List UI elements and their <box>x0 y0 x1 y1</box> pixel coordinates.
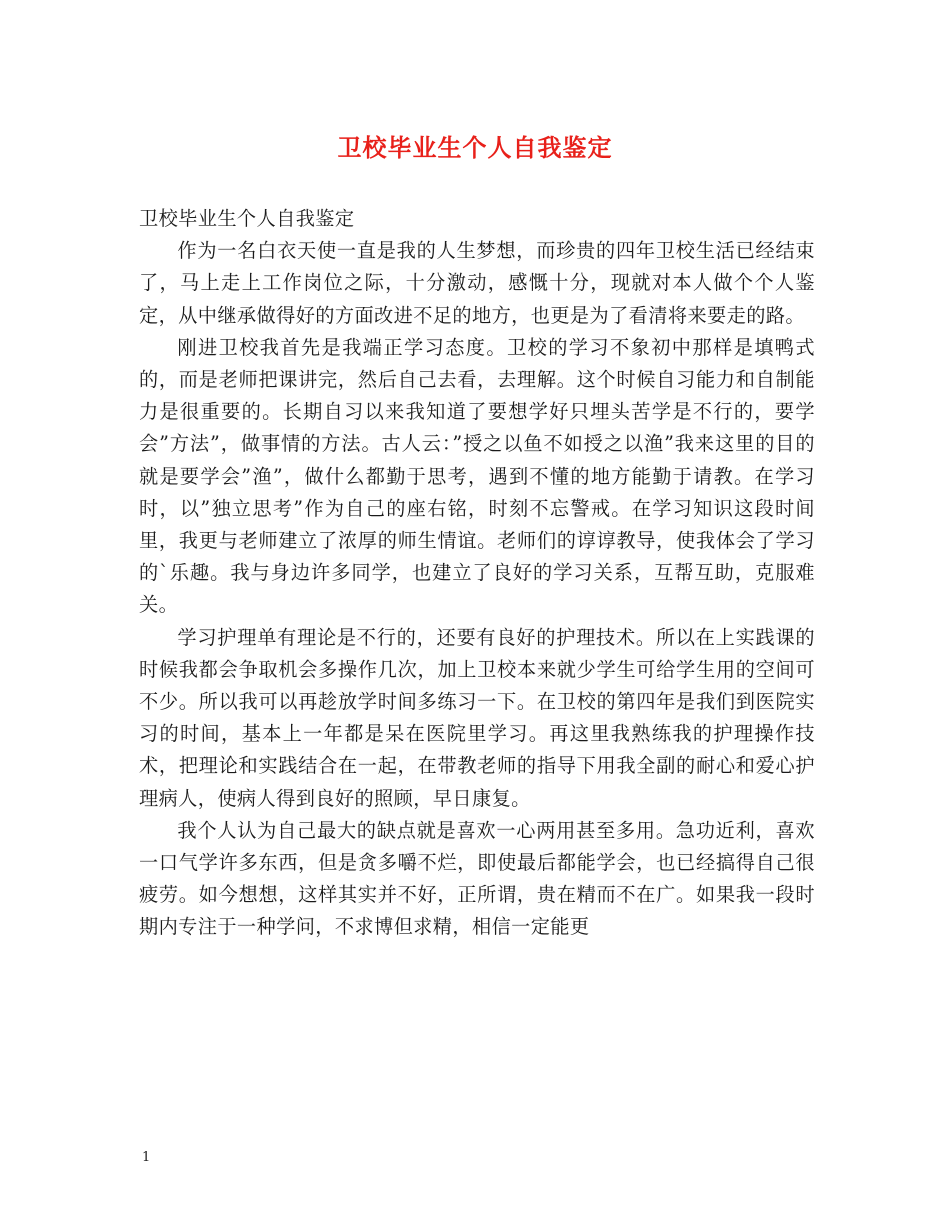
paragraph-1: 作为一名白衣天使一直是我的人生梦想，而珍贵的四年卫校生活已经结束了，马上走上工作岗位之际，十分激动，感慨十分，现就对本人做个个人鉴定，从中继承做得好的方面改进不足的地方，也更是为了看清将来要走的路。 <box>139 239 815 327</box>
document-subtitle: 卫校毕业生个人自我鉴定 <box>139 207 355 230</box>
paragraph-4: 我个人认为自己最大的缺点就是喜欢一心两用甚至多用。急功近利，喜欢一口气学许多东西，但是贪多嚼不烂，即使最后都能学会，也已经搞得自己很疲劳。如今想想，这样其实并不好，正所谓，贵在精而不在广。如果我一段时期内专注于一种学问，不求博但求精，相信一定能更 <box>139 818 815 939</box>
paragraph-2: 刚进卫校我首先是我端正学习态度。卫校的学习不象初中那样是填鸭式的，而是老师把课讲完，然后自己去看，去理解。这个时候自习能力和自制能力是很重要的。长期自习以来我知道了要想学好只埋头苦学是不行的，要学会”方法”，做事情的方法。古人云：”授之以鱼不如授之以渔”我来这里的目的就是要学会”渔”，做什么都勤于思考，遇到不懂的地方能勤于请教。在学习时，以”独立思考”作为自己的座右铭，时刻不忘警戒。在学习知识这段时间里，我更与老师建立了浓厚的师生情谊。老师们的谆谆教导，使我体会了学习的`乐趣。我与身边许多同学，也建立了良好的学习关系，互帮互助，克服难关。 <box>139 335 815 617</box>
page-number: 1 <box>142 1150 151 1165</box>
paragraph-3: 学习护理单有理论是不行的，还要有良好的护理技术。所以在上实践课的时候我都会争取机会多操作几次，加上卫校本来就少学生可给学生用的空间可不少。所以我可以再趁放学时间多练习一下。在卫校的第四年是我们到医院实习的时间，基本上一年都是呆在医院里学习。再这里我熟练我的护理操作技术，把理论和实践结合在一起，在带教老师的指导下用我全副的耐心和爱心护理病人，使病人得到良好的照顾，早日康复。 <box>139 625 815 810</box>
document-body <box>139 203 815 944</box>
document-title: 卫校毕业生个人自我鉴定 <box>337 133 613 162</box>
